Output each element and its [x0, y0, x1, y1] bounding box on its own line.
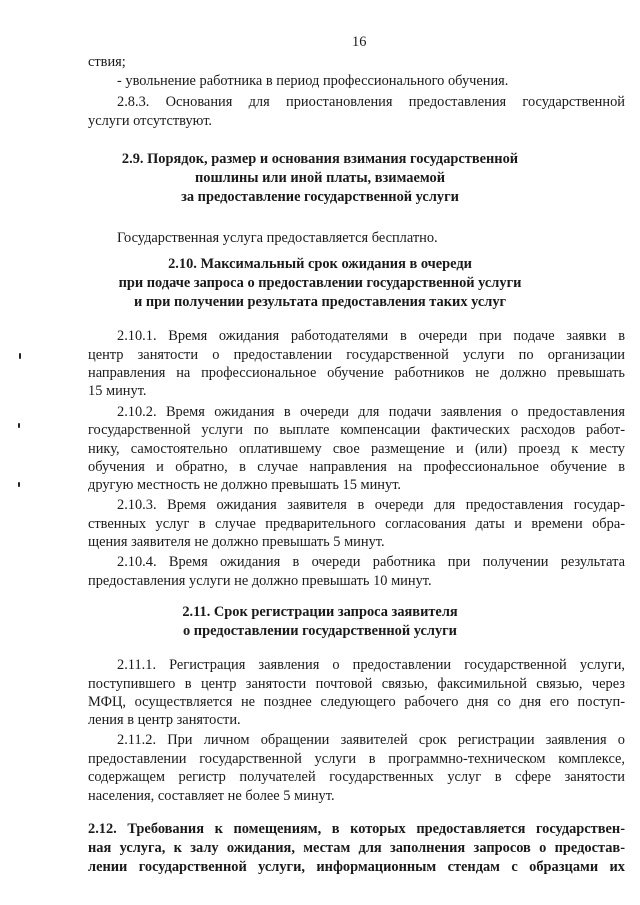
- scan-mark: [18, 423, 20, 428]
- text-line: нику, самостоятельно оплатившему свое размещение и (или) проезд к месту: [88, 441, 625, 457]
- text-line: 2.10.3. Время ожидания заявителя в очереди для предоставления государ-: [117, 497, 625, 513]
- text-line: 15 минут.: [88, 383, 147, 399]
- text-line: 2.10.1. Время ожидания работодателями в очереди при подаче заявки в: [117, 328, 625, 344]
- section-heading-2-9: за предоставление государственной услуги: [181, 189, 459, 205]
- section-heading-2-12: лении государственной услуги, информационным стендам с образцами их: [88, 859, 625, 875]
- text-line: другую местность не должно превышать 15 минут.: [88, 477, 402, 493]
- text-line: государственной услуги по выплате компенсации фактических расходов работ-: [88, 422, 625, 438]
- section-heading-2-10: 2.10. Максимальный срок ожидания в очереди: [168, 256, 472, 272]
- text-line: населения, составляет не более 5 минут.: [88, 788, 335, 804]
- text-line: центр занятости о предоставлении государственной услуги по организации: [88, 347, 625, 363]
- section-heading-2-11: о предоставлении государственной услуги: [183, 623, 457, 639]
- text-line: - увольнение работника в период профессионального обучения.: [117, 73, 509, 89]
- text-line: предоставления услуги не должно превышать 10 минут.: [88, 573, 432, 589]
- text-line: 2.11.1. Регистрация заявления о предоставлении государственной услуги,: [117, 657, 625, 673]
- text-line: 2.8.3. Основания для приостановления предоставления государственной: [117, 94, 625, 110]
- section-heading-2-12: ная услуга, к залу ожидания, местам для заполнения запросов о предостав-: [88, 840, 625, 856]
- text-line: 2.10.4. Время ожидания в очереди работника при получении результата: [117, 554, 625, 570]
- text-line: услуги отсутствуют.: [88, 113, 213, 129]
- section-heading-2-11: 2.11. Срок регистрации запроса заявителя: [182, 604, 458, 620]
- text-line: содержащем регистр получателей государственных услуг в сфере занятости: [88, 769, 625, 785]
- text-line: ствия;: [88, 54, 126, 70]
- text-line: поступившего в центр занятости почтовой связью, факсимильной связью, через: [88, 676, 625, 692]
- text-line: 2.11.2. При личном обращении заявителей срок регистрации заявления о: [117, 732, 625, 748]
- text-line: МФЦ, осуществляется не позднее следующего рабочего дня со дня его поступ-: [88, 694, 625, 710]
- text-line: 2.10.2. Время ожидания в очереди для подачи заявления о предоставления: [117, 404, 625, 420]
- text-line: Государственная услуга предоставляется бесплатно.: [117, 230, 438, 246]
- page-number: 16: [352, 34, 367, 50]
- section-heading-2-10: и при получении результата предоставления таких услуг: [133, 294, 507, 310]
- section-heading-2-10: при подаче запроса о предоставлении государственной услуги: [118, 275, 522, 291]
- scan-mark: [19, 353, 21, 359]
- text-line: щения заявителя не должно превышать 5 минут.: [88, 534, 385, 550]
- text-line: предоставлении государственной услуги в программно-техническом комплексе,: [88, 751, 625, 767]
- text-line: обучения и обратно, в случае направления на профессиональное обучение в: [88, 459, 625, 475]
- section-heading-2-9: 2.9. Порядок, размер и основания взимания государственной: [121, 151, 519, 167]
- text-line: ственных услуг в случае предварительного согласования даты и времени обра-: [88, 516, 625, 532]
- section-heading-2-9: пошлины или иной платы, взимаемой: [195, 170, 445, 186]
- section-heading-2-12: 2.12. Требования к помещениям, в которых предоставляется государствен-: [88, 821, 625, 837]
- scan-mark: [18, 482, 20, 487]
- text-line: ления в центр занятости.: [88, 712, 241, 728]
- text-line: направления на профессиональное обучение работников не должно превышать: [88, 365, 625, 381]
